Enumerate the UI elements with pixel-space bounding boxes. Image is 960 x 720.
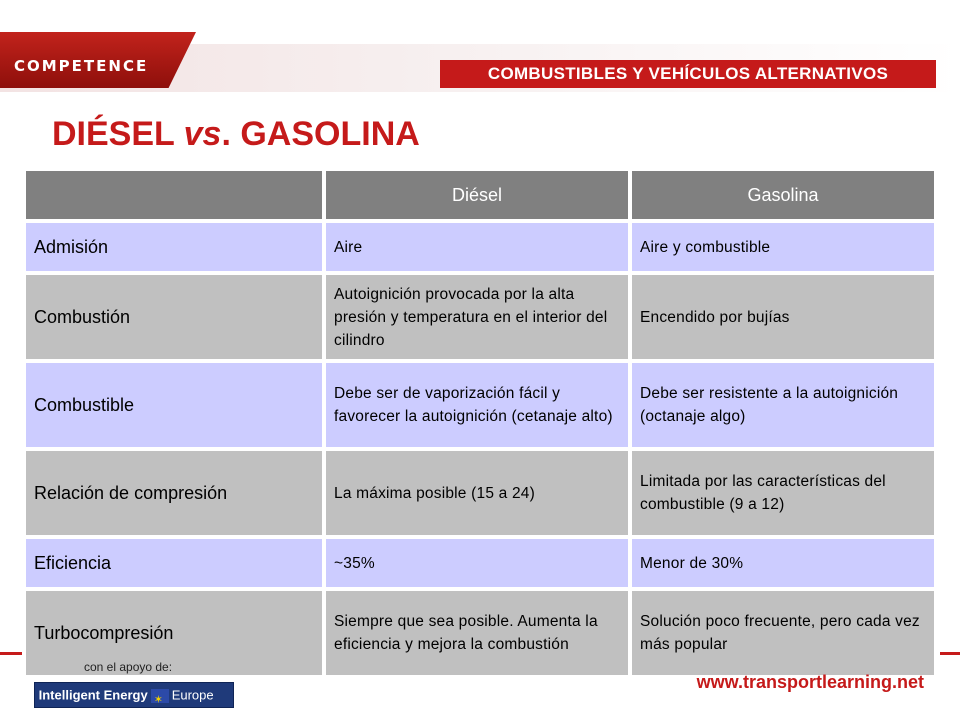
gasolina-cell: Aire y combustible [632, 223, 934, 271]
row-label: Combustión [26, 275, 322, 359]
footer-rule-left [0, 652, 22, 655]
table-row [26, 451, 934, 535]
program-suffix: Europe [171, 687, 214, 703]
gasolina-cell: Limitada por las características del combustible (9 a 12) [632, 451, 934, 535]
row-label: Relación de compresión [26, 451, 322, 535]
comparison-table [22, 167, 938, 679]
table-header-row [26, 171, 934, 219]
intelligent-energy-logo [34, 682, 234, 708]
table-row [26, 539, 934, 587]
row-label: Combustible [26, 363, 322, 447]
title-part-2: vs [183, 115, 222, 153]
eu-flag-icon [151, 689, 169, 703]
row-label: Turbocompresión [26, 591, 322, 675]
support-text: con el apoyo de: [84, 660, 173, 674]
diesel-cell: Autoignición provocada por la alta presión y temperatura en el interior del cilindro [326, 275, 628, 359]
table-row [26, 275, 934, 359]
gasolina-cell: Encendido por bujías [632, 275, 934, 359]
website-link[interactable]: www.transportlearning.net [696, 672, 924, 692]
diesel-cell: Siempre que sea posible. Aumenta la eficiencia y mejora la combustión [326, 591, 628, 675]
diesel-cell: La máxima posible (15 a 24) [326, 451, 628, 535]
header-empty-cell [26, 171, 322, 219]
footer-rule-right [940, 652, 960, 655]
diesel-cell: Aire [326, 223, 628, 271]
column-header-gasolina: Gasolina [632, 171, 934, 219]
title-part-3: . GASOLINA [221, 115, 420, 153]
page-title [52, 112, 420, 156]
gasolina-cell: Solución poco frecuente, pero cada vez más popular [632, 591, 934, 675]
title-part-1: DIÉSEL [52, 115, 184, 153]
row-label: Eficiencia [26, 539, 322, 587]
program-name: Intelligent Energy [38, 687, 148, 703]
row-label: Admisión [26, 223, 322, 271]
diesel-cell: Debe ser de vaporización fácil y favorecer la autoignición (cetanaje alto) [326, 363, 628, 447]
header-title: COMBUSTIBLES Y VEHÍCULOS ALTERNATIVOS [440, 60, 936, 88]
gasolina-cell: Menor de 30% [632, 539, 934, 587]
diesel-cell: ~35% [326, 539, 628, 587]
logo-text: COMPETENCE [14, 57, 149, 75]
column-header-diesel: Diésel [326, 171, 628, 219]
gasolina-cell: Debe ser resistente a la autoignición (octanaje algo) [632, 363, 934, 447]
table-row [26, 223, 934, 271]
table-row [26, 363, 934, 447]
